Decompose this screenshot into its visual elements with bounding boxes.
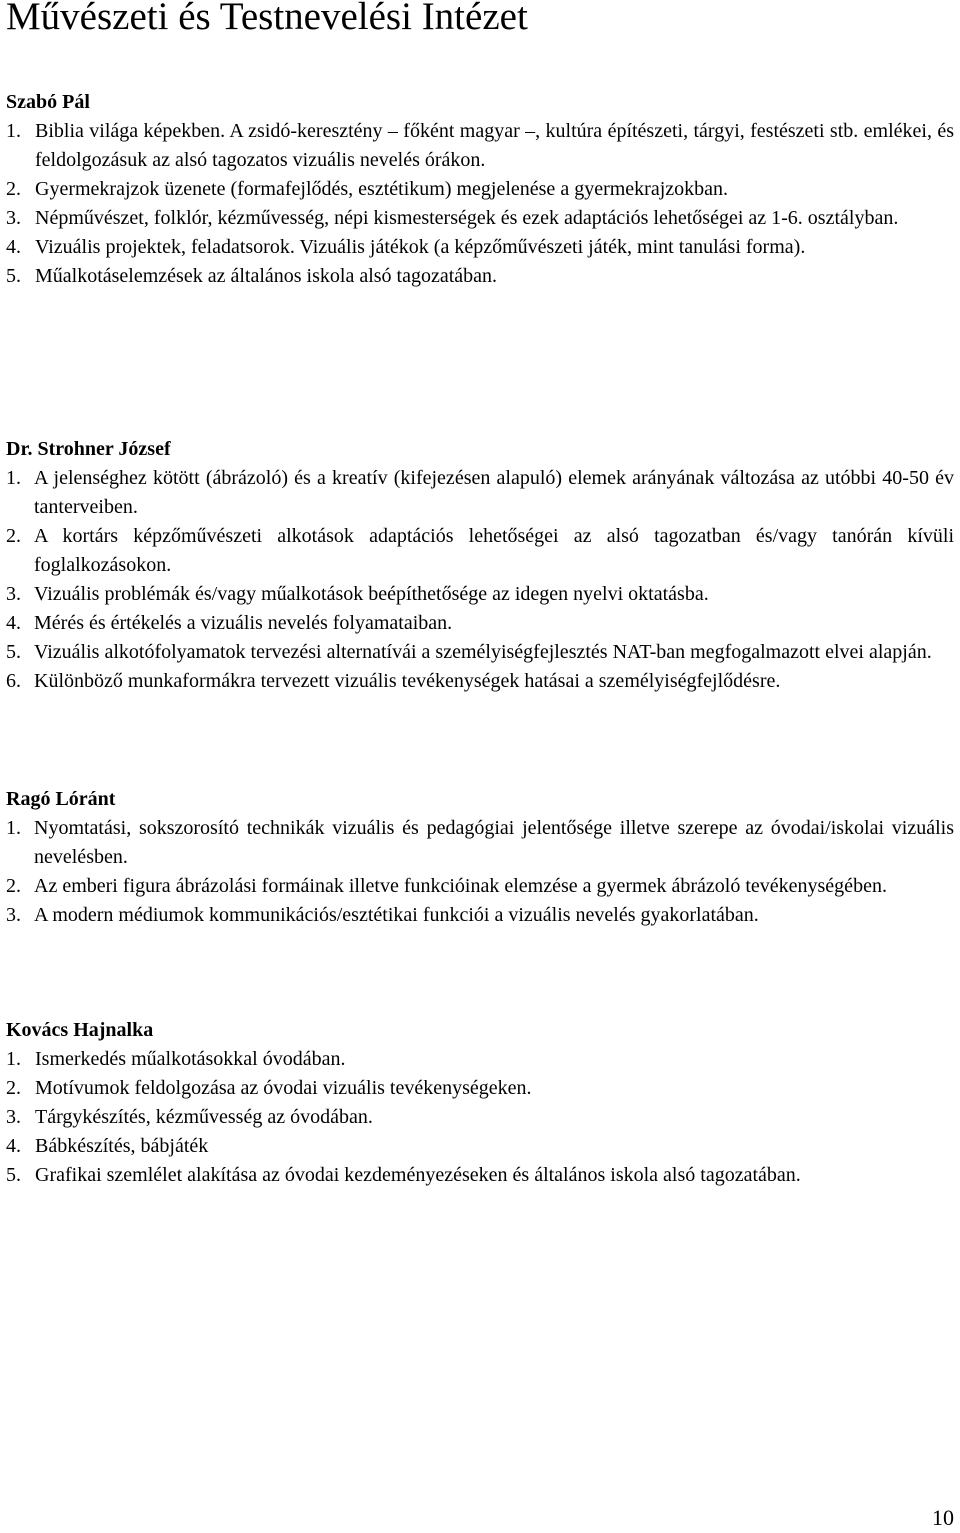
item-text: Népművészet, folklór, kézművesség, népi kismesterségek és ezek adaptációs lehetőségei az 1-6. osztályban. [35,207,899,229]
page-title: Művészeti és Testnevelési Intézet [6,0,528,38]
item-text: Biblia világa képekben. A zsidó-keresztény – főként magyar –, kultúra építészeti, tárgyi, festészeti stb. emlékei, és feldolgozásuk az alsó tagozatos vizuális nevelés órákon. [35,120,954,171]
item-number: 1. [6,120,21,142]
item-text: Nyomtatási, sokszorosító technikák vizuális és pedagógiai jelentősége illetve szerepe az óvodai/iskolai vizuális nevelésben. [34,817,954,868]
topic-list [6,814,954,930]
list-item [6,1074,954,1103]
item-number: 1. [6,1048,21,1070]
item-text: A kortárs képzőművészeti alkotások adaptációs lehetőségei az alsó tagozatban és/vagy tanórán kívüli foglalkozásokon. [34,525,954,576]
list-item [6,872,954,901]
list-item [6,1132,954,1161]
item-number: 4. [6,612,21,634]
item-text: Vizuális problémák és/vagy műalkotások beépíthetősége az idegen nyelvi oktatásba. [34,583,709,605]
item-text: A modern médiumok kommunikációs/esztétikai funkciói a vizuális nevelés gyakorlatában. [34,904,759,926]
item-number: 3. [6,904,21,926]
item-number: 2. [6,178,21,200]
item-text: Grafikai szemlélet alakítása az óvodai kezdeményezéseken és általános iskola alsó tagozatában. [35,1164,801,1186]
item-number: 1. [6,817,21,839]
page-number: 10 [932,1505,954,1530]
item-text: Különböző munkaformákra tervezett vizuális tevékenységek hatásai a személyiségfejlődésre. [34,670,781,692]
item-number: 3. [6,583,21,605]
item-text: Tárgykészítés, kézművesség az óvodában. [35,1106,373,1128]
item-text: Ismerkedés műalkotásokkal óvodában. [35,1048,346,1070]
list-item [6,1161,954,1190]
section-strohner-jozsef [6,435,954,696]
item-number: 5. [6,641,21,663]
section-author-name: Szabó Pál [6,91,90,113]
section-author-name: Kovács Hajnalka [6,1019,154,1041]
item-text: A jelenséghez kötött (ábrázoló) és a kreatív (kifejezésen alapuló) elemek arányának változása az utóbbi 40-50 év tanterveiben. [34,467,954,518]
list-item [6,233,954,262]
topic-list [6,1045,954,1190]
item-text: Bábkészítés, bábjáték [35,1135,209,1157]
item-number: 5. [6,1164,21,1186]
section-szabo-pal [6,88,954,291]
topic-list [6,464,954,696]
item-number: 2. [6,875,21,897]
item-text: Vizuális projektek, feladatsorok. Vizuális játékok (a képzőművészeti játék, mint tanulási forma). [35,236,806,258]
item-number: 5. [6,265,21,287]
list-item [6,667,954,696]
item-number: 2. [6,1077,21,1099]
item-number: 6. [6,670,21,692]
item-text: Mérés és értékelés a vizuális nevelés folyamataiban. [34,612,453,634]
section-author-name: Ragó Lóránt [6,788,116,810]
list-item [6,1103,954,1132]
item-number: 2. [6,525,21,547]
item-text: Motívumok feldolgozása az óvodai vizuális tevékenységeken. [35,1077,532,1099]
list-item [6,580,954,609]
list-item [6,1045,954,1074]
item-text: Vizuális alkotófolyamatok tervezési alternatívái a személyiségfejlesztés NAT-ban megfogalmazott elvei alapján. [34,641,932,663]
list-item [6,638,954,667]
section-rago-lorant [6,785,954,930]
item-number: 3. [6,207,21,229]
list-item [6,117,954,175]
list-item [6,204,954,233]
item-number: 4. [6,236,21,258]
list-item [6,901,954,930]
topic-list [6,117,954,291]
item-text: Műalkotáselemzések az általános iskola alsó tagozatában. [35,265,498,287]
section-author-name: Dr. Strohner József [6,438,171,460]
list-item [6,609,954,638]
list-item [6,814,954,872]
item-text: Gyermekrajzok üzenete (formafejlődés, esztétikum) megjelenése a gyermekrajzokban. [35,178,729,200]
list-item [6,262,954,291]
list-item [6,464,954,522]
list-item [6,522,954,580]
item-number: 1. [6,467,21,489]
item-number: 3. [6,1106,21,1128]
list-item [6,175,954,204]
section-kovacs-hajnalka [6,1016,954,1190]
item-text: Az emberi figura ábrázolási formáinak illetve funkcióinak elemzése a gyermek ábrázoló tevékenységében. [34,875,887,897]
item-number: 4. [6,1135,21,1157]
